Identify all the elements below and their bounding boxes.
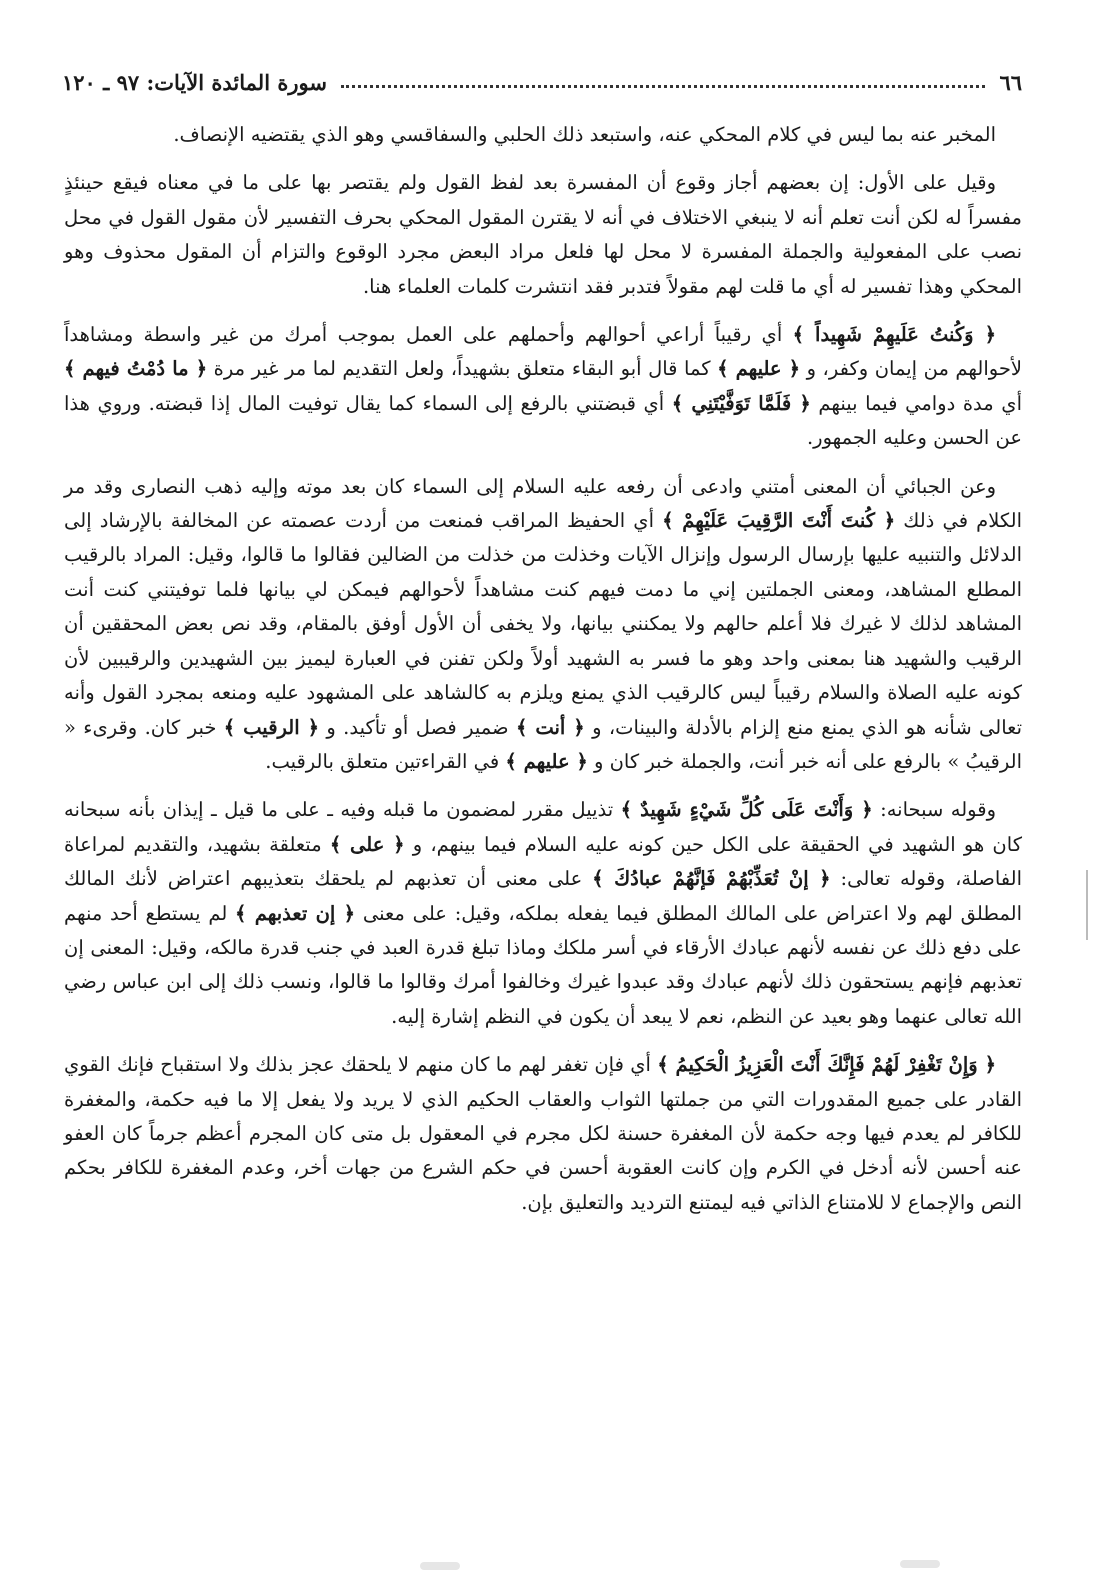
scan-smudge [420, 1562, 460, 1570]
scan-edge-mark [1086, 870, 1088, 940]
quran-citation: ﴿ عليهم ﴾ [505, 749, 588, 773]
quran-citation: ﴿ وَأَنْتَ عَلَى كُلِّ شَيْءٍ شَهِيدٌ ﴾ [620, 798, 873, 822]
quran-citation: ﴿ إن تعذبهم ﴾ [235, 901, 356, 925]
page-number: ٦٦ [999, 69, 1022, 95]
paragraph-6: ﴿ وَإِنْ تَغْفِرْ لَهُمْ فَإِنَّكَ أَنْتَ الْعَزِيزُ الْحَكِيمُ ﴾ أي فإن تغفر لهم ما كان منهم لا يلحقك عجز بذلك ولا استقباح فإنك القوي القادر على جميع المقدورات التي من جملتها الثواب والعقاب الحكيم الذي لا يريد ولا يفعل إلا ما فيه حكمة، والمغفرة للكافر لم يعدم فيها وجه حكمة لأن المغفرة حسنة لكل مجرم في المعقول بل متى كان المجرم أعظم جرماً كان العفو عنه أحسن لأنه أدخل في الكرم وإن كانت العقوبة أحسن في حكم الشرع من جهات أخر، وعدم المغفرة للكافر بحكم النص والإجماع لا للامتناع الذاتي فيه ليمتنع الترديد والتعليق بإن. [64, 1053, 1022, 1214]
paragraph-4: وعن الجبائي أن المعنى أمتني وادعى أن رفعه عليه السلام إلى السماء كان بعد موته وإليه ذهب النصارى وقد مر الكلام في ذلك ﴿ كُنتَ أَنْتَ الرَّقِيبَ عَلَيْهِمْ ﴾ أي الحفيظ المراقب فمنعت من أردت عصمته عن المخالفة بالإرشاد إلى الدلائل والتنبيه عليها بإرسال الرسول وإنزال الآيات وخذلت من خذلت من الضالين فقالوا ما قالوا، وقيل: المراد بالرقيب المطلع المشاهد، ومعنى الجملتين إني ما دمت فيهم كنت مشاهداً لأحوالهم فيمكن لي بيانها فلما توفيتني كنت أنت المشاهد لذلك لا غيرك فلا أعلم حالهم ولا يمكنني بيانها، ولا يخفى أن الأول أوفق بالمقام، وقد نص بعض المحققين أن الرقيب والشهيد هنا بمعنى واحد وهو ما فسر به الشهيد أولاً ولكن تفنن في العبارة ليميز بين الشهيدين والرقيبين لأن كونه عليه الصلاة والسلام رقيباً ليس كالرقيب الذي يمنع ويلزم به كالشاهد على المشهود عليه ومنعه بمجرد القول وأنه تعالى شأنه هو الذي يمنع منع إلزام بالأدلة والبينات، و ﴿ أنت ﴾ ضمير فصل أو تأكيد. و ﴿ الرقيب ﴾ خبر كان. وقرىء « الرقيبُ » بالرفع على أنه خبر أنت، والجملة خبر كان و ﴿ عليهم ﴾ في القراءتين متعلق بالرقيب. [64, 474, 1023, 773]
paragraph-3: ﴿ وَكُنتُ عَلَيهِمْ شَهِيداً ﴾ أي رقيباً أراعي أحوالهم وأحملهم على العمل بموجب أمرك من غير واسطة ومشاهداً لأحوالهم من إيمان وكفر، و ﴿ عليهم ﴾ كما قال أبو البقاء متعلق بشهيداً، ولعل التقديم لما مر غير مرة ﴿ ما دُمْتُ فيهم ﴾ أي مدة دوامي فيما بينهم ﴿ فَلَمَّا تَوَفَّيْتَنِي ﴾ أي قبضتني بالرفع إلى السماء كما يقال توفيت المال إذا قبضته. وروي هذا عن الحسن وعليه الجمهور. [64, 323, 1022, 450]
quran-citation: ﴿ إنْ تُعَذِّبْهُمْ فَإنَّهُمْ عبادُكَ ﴾ [592, 867, 831, 891]
quran-citation: ﴿ كُنتَ أَنْتَ الرَّقِيبَ عَلَيْهِمْ ﴾ [662, 509, 896, 533]
quran-citation: ﴿ فَلَمَّا تَوَفَّيْتَنِي ﴾ [671, 391, 811, 415]
page-body [64, 118, 1022, 1541]
paragraph-5: وقوله سبحانه: ﴿ وَأَنْتَ عَلَى كُلِّ شَيْءٍ شَهِيدٌ ﴾ تذييل مقرر لمضمون ما قبله وفيه ـ على ما قيل ـ إيذان بأنه سبحانه كان هو الشهيد في الحقيقة على الكل حين كونه عليه السلام فيما بينهم، و ﴿ على ﴾ متعلقة بشهيد، والتقديم لمراعاة الفاصلة، وقوله تعالى: ﴿ إنْ تُعَذِّبْهُمْ فَإنَّهُمْ عبادُكَ ﴾ على معنى أن تعذبهم لم يلحقك بتعذيبهم اعتراض لأنك المالك المطلق لهم ولا اعتراض على المالك المطلق فيما يفعله بملكه، وقيل: على معنى ﴿ إن تعذبهم ﴾ لم يستطع أحد منهم على دفع ذلك عن نفسه لأنهم عبادك الأرقاء في أسر ملكك وماذا تبلغ قدرة العبد في جنب قدرة مالكه، وقيل: المعنى إن تعذبهم فإنهم يستحقون ذلك لأنهم عبادك وقد عبدوا غيرك وخالفوا أمرك وقالوا ما قالوا، ونسب ذلك إلى ابن عباس رضي الله تعالى عنهما وهو بعيد عن النظم، نعم لا يبعد أن يكون في النظم إشارة إليه. [64, 798, 1022, 1028]
paragraph-2: وقيل على الأول: إن بعضهم أجاز وقوع أن المفسرة بعد لفظ القول ولم يقتصر بها على ما في معناه فيقع حينئذٍ مفسراً له لكن أنت تعلم أنه لا ينبغي الاختلاف في أنه لا يقترن المقول المحكي بحرف التفسير لأن مقول القول في محل نصب على المفعولية والجملة المفسرة لا محل لها فلعل مراد البعض مجرد الوقوع والتزام أن المقول محذوف وهو المحكي وهذا تفسير له أي ما قلت لهم مقولاً فتدبر فقد انتشرت كلمات العلماء هنا. [64, 171, 1022, 298]
quran-citation: ﴿ ما دُمْتُ فيهم ﴾ [64, 357, 208, 381]
header-dotted-leader [341, 85, 986, 88]
quran-citation: ﴿ أنت ﴾ [515, 715, 585, 739]
page-header-title: سورة المائدة الآيات: ٩٧ ـ ١٢٠ [62, 69, 327, 95]
quran-citation: ﴿ الرقيب ﴾ [223, 715, 320, 739]
quran-citation: ﴿ وَإِنْ تَغْفِرْ لَهُمْ فَإِنَّكَ أَنْتَ الْعَزِيزُ الْحَكِيمُ ﴾ [657, 1053, 996, 1077]
quran-citation: ﴿ عليهم ﴾ [717, 357, 801, 381]
scan-smudge [900, 1560, 940, 1568]
quran-citation: ﴿ على ﴾ [329, 832, 405, 856]
page-header [62, 62, 1022, 102]
paragraph-1: المخبر عنه بما ليس في كلام المحكي عنه، واستبعد ذلك الحلبي والسفاقسي وهو الذي يقتضيه الإنصاف. [173, 123, 996, 146]
quran-citation: ﴿ وَكُنتُ عَلَيهِمْ شَهِيداً ﴾ [792, 323, 996, 347]
